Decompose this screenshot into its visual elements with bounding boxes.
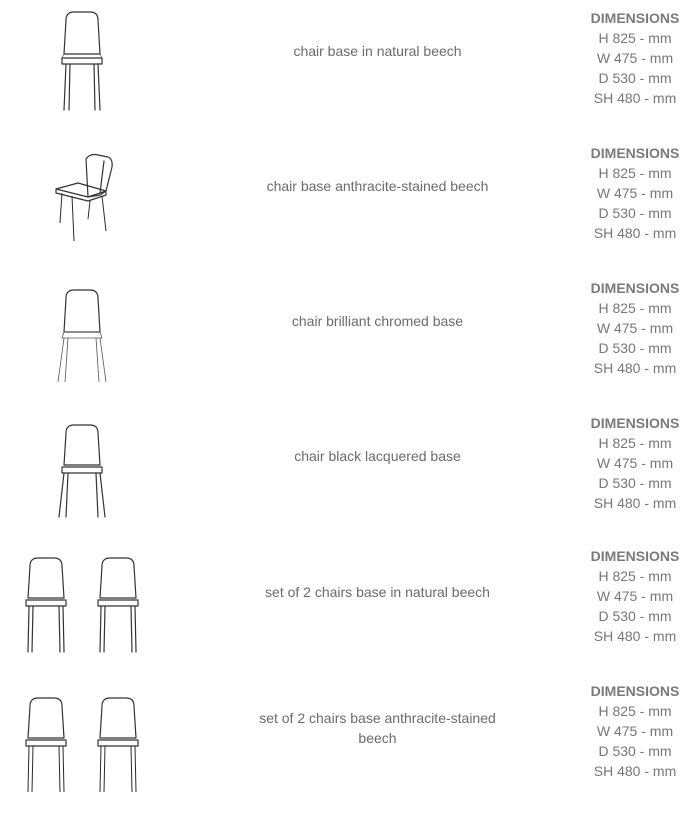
dimension-width: W 475 - mm [596, 50, 674, 66]
dimensions-block [575, 681, 695, 781]
two-chairs-anthracite-beech-icon [14, 694, 164, 796]
chair-natural-beech-icon [52, 8, 112, 113]
dimension-height: H 825 - mm [598, 30, 672, 46]
chair-anthracite-beech-icon [48, 151, 118, 251]
dimensions-block [575, 278, 695, 378]
product-row [0, 278, 697, 413]
dimension-height: H 825 - mm [598, 703, 672, 719]
dimension-depth: D 530 - mm [598, 70, 672, 86]
dimension-height: H 825 - mm [598, 435, 672, 451]
product-row [0, 8, 697, 143]
dimension-depth: D 530 - mm [598, 475, 672, 491]
dimensions-heading: DIMENSIONS [590, 145, 680, 161]
dimension-seat-height: SH 480 - mm [593, 90, 677, 106]
dimension-depth: D 530 - mm [598, 743, 672, 759]
dimension-width: W 475 - mm [596, 588, 674, 604]
dimensions-heading: DIMENSIONS [590, 548, 680, 564]
chair-black-lacquered-icon [52, 421, 112, 521]
dimension-seat-height: SH 480 - mm [593, 628, 677, 644]
dimension-width: W 475 - mm [596, 185, 674, 201]
dimensions-block [575, 546, 695, 646]
dimension-height: H 825 - mm [598, 568, 672, 584]
dimensions-block [575, 8, 695, 108]
dimension-depth: D 530 - mm [598, 608, 672, 624]
dimension-depth: D 530 - mm [598, 340, 672, 356]
product-image [10, 278, 160, 386]
dimensions-heading: DIMENSIONS [590, 415, 680, 431]
product-row [0, 413, 697, 548]
dimension-seat-height: SH 480 - mm [593, 763, 677, 779]
chair-chromed-base-icon [52, 286, 112, 386]
product-description: chair brilliant chromed base [291, 313, 464, 329]
two-chairs-natural-beech-icon [14, 554, 164, 656]
dimensions-heading: DIMENSIONS [590, 10, 680, 26]
product-image [14, 684, 164, 792]
product-description: chair base in natural beech [293, 43, 462, 59]
product-description: set of 2 chairs base in natural beech [265, 584, 490, 600]
dimensions-block [575, 413, 695, 513]
dimensions-heading: DIMENSIONS [590, 280, 680, 296]
dimension-seat-height: SH 480 - mm [593, 225, 677, 241]
product-row [0, 143, 697, 278]
dimension-seat-height: SH 480 - mm [593, 360, 677, 376]
product-description: set of 2 chairs base anthracite-stained beech [259, 710, 496, 746]
product-description: chair base anthracite-stained beech [266, 178, 489, 194]
product-image [10, 8, 160, 116]
product-image [10, 143, 160, 251]
dimension-width: W 475 - mm [596, 723, 674, 739]
dimensions-block [575, 143, 695, 243]
product-row [0, 684, 697, 819]
dimension-height: H 825 - mm [598, 300, 672, 316]
dimension-depth: D 530 - mm [598, 205, 672, 221]
dimension-height: H 825 - mm [598, 165, 672, 181]
dimension-width: W 475 - mm [596, 455, 674, 471]
product-description: chair black lacquered base [294, 448, 461, 464]
dimension-seat-height: SH 480 - mm [593, 495, 677, 511]
product-row [0, 548, 697, 683]
product-image [14, 548, 164, 656]
dimension-width: W 475 - mm [596, 320, 674, 336]
product-image [10, 413, 160, 521]
dimensions-heading: DIMENSIONS [590, 683, 680, 699]
